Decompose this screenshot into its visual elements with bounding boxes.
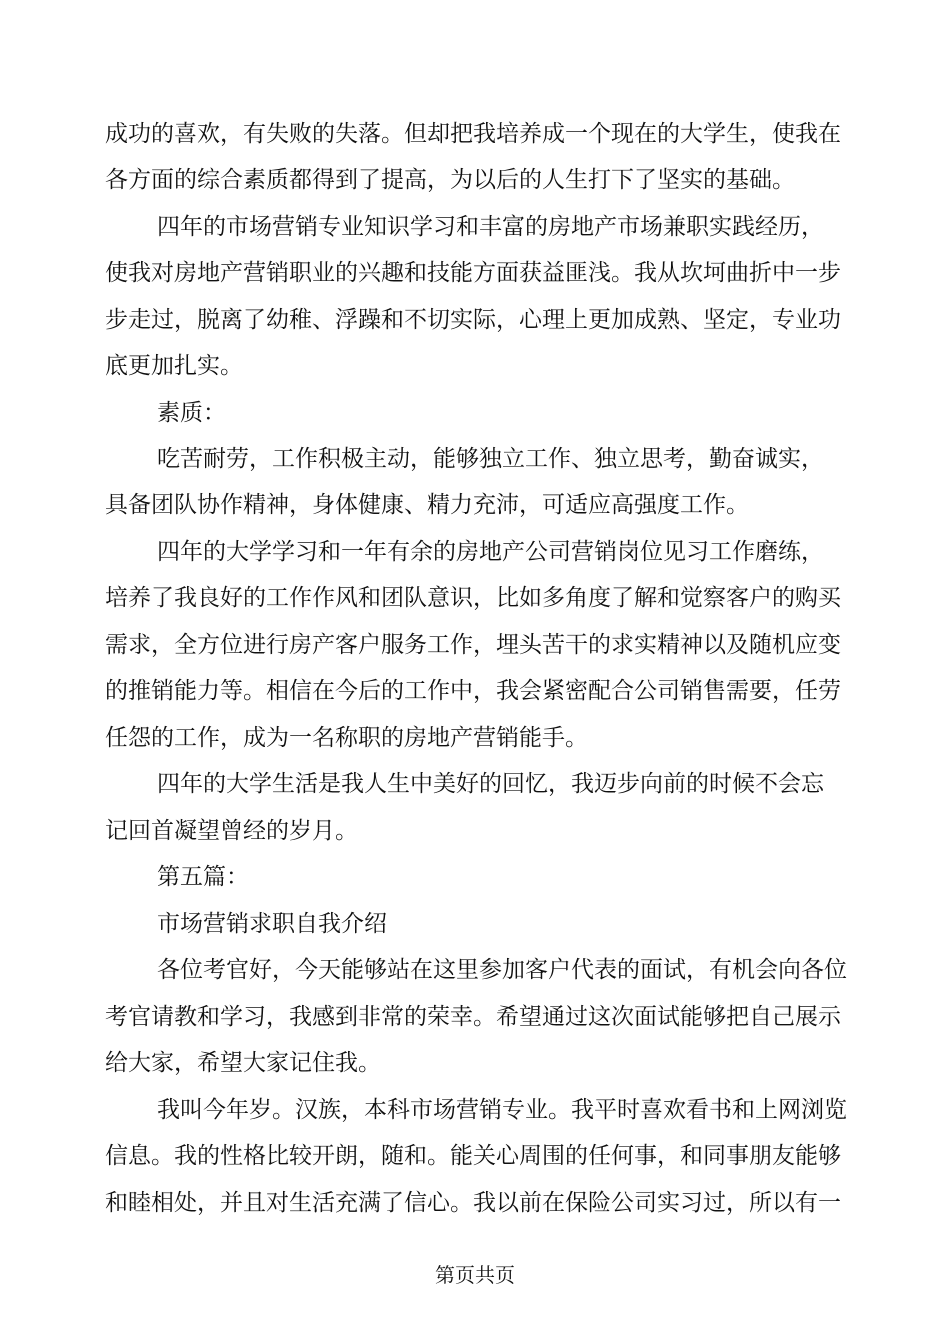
body-text-line: 使我对房地产营销职业的兴趣和技能方面获益匪浅。我从坎坷曲折中一步 — [105, 260, 841, 286]
body-text-line: 底更加扎实。 — [105, 353, 243, 379]
body-text-line: 具备团队协作精神，身体健康、精力充沛，可适应高强度工作。 — [105, 492, 749, 518]
body-text-line: 四年的市场营销专业知识学习和丰富的房地产市场兼职实践经历， — [157, 214, 824, 240]
page-footer: 第页共页 — [435, 1263, 515, 1287]
body-text-line: 信息。我的性格比较开朗，随和。能关心周围的任何事，和同事朋友能够 — [105, 1143, 841, 1169]
body-text-line: 步走过，脱离了幼稚、浮躁和不切实际，心理上更加成熟、坚定，专业功 — [105, 307, 841, 333]
body-text-line: 任怨的工作，成为一名称职的房地产营销能手。 — [105, 725, 588, 751]
body-text-line: 考官请教和学习，我感到非常的荣幸。希望通过这次面试能够把自己展示 — [105, 1004, 841, 1030]
body-text-line: 培养了我良好的工作作风和团队意识，比如多角度了解和觉察客户的购买 — [105, 585, 841, 611]
body-text-line: 吃苦耐劳，工作积极主动，能够独立工作、独立思考，勤奋诚实， — [157, 446, 824, 472]
section-label: 素质： — [157, 400, 226, 426]
body-text-line: 四年的大学学习和一年有余的房地产公司营销岗位见习工作磨练， — [157, 539, 824, 565]
body-text-line: 我叫今年岁。汉族，本科市场营销专业。我平时喜欢看书和上网浏览 — [157, 1097, 847, 1123]
body-text-line: 的推销能力等。相信在今后的工作中，我会紧密配合公司销售需要，任劳 — [105, 678, 841, 704]
body-text-line: 各方面的综合素质都得到了提高，为以后的人生打下了坚实的基础。 — [105, 167, 795, 193]
body-text-line: 需求，全方位进行房产客户服务工作，埋头苦干的求实精神以及随机应变 — [105, 632, 841, 658]
body-text-line: 成功的喜欢，有失败的失落。但却把我培养成一个现在的大学生，使我在 — [105, 121, 841, 147]
body-text-line: 各位考官好，今天能够站在这里参加客户代表的面试，有机会向各位 — [157, 957, 847, 983]
chapter-label: 第五篇： — [157, 864, 249, 890]
body-text-line: 和睦相处，并且对生活充满了信心。我以前在保险公司实习过，所以有一 — [105, 1190, 841, 1216]
body-text-line: 记回首凝望曾经的岁月。 — [105, 818, 358, 844]
body-text-line: 给大家，希望大家记住我。 — [105, 1050, 381, 1076]
chapter-title: 市场营销求职自我介绍 — [157, 911, 387, 937]
body-text-line: 四年的大学生活是我人生中美好的回忆，我迈步向前的时候不会忘 — [157, 771, 824, 797]
